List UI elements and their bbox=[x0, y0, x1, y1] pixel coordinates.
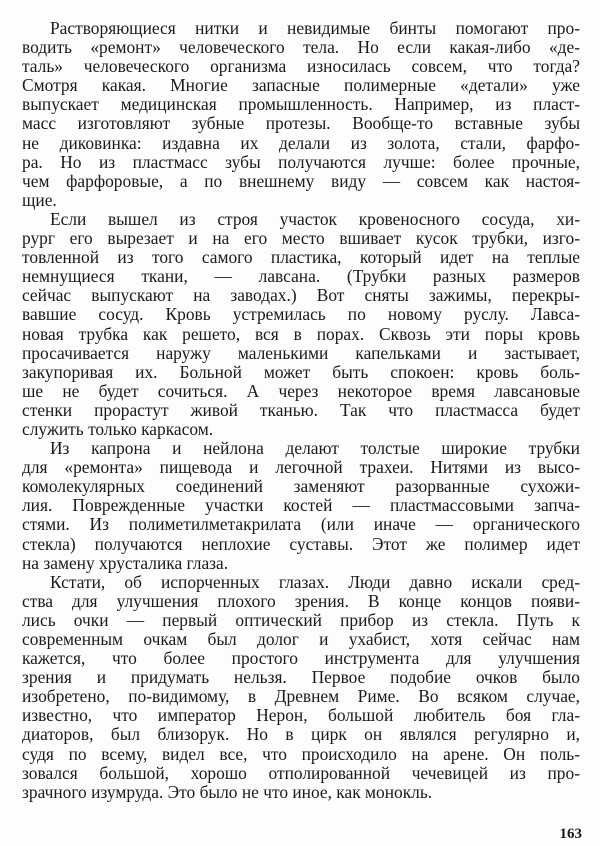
text-line: щие. bbox=[22, 189, 57, 210]
text-line: ра. Но из пластмасс зубы получаются лучше: более прочные, bbox=[22, 151, 580, 172]
text-line: масс изготовляют зубные протезы. Вообще-то вставные зубы bbox=[22, 113, 580, 134]
text-line: Растворяющиеся нитки и невидимые бинты помогают про- bbox=[50, 18, 580, 38]
text-line: кажется, что более простого инструмента для улучшения bbox=[22, 648, 580, 669]
text-line: ства для улучшения плохого зрения. В конце концов появи- bbox=[22, 590, 580, 611]
text-line: таль» человеческого организма износилась совсем, что тогда? bbox=[22, 56, 580, 77]
text-line: ше не будет сочиться. А через некоторое время лавсановые bbox=[22, 380, 580, 401]
body-text bbox=[22, 19, 580, 802]
text-line: зовался большой, хорошо отполированной чечевицей из про- bbox=[22, 762, 580, 783]
text-line: служить только каркасом. bbox=[22, 418, 214, 439]
text-line: Если вышел из строя участок кровеносного сосуда, хи- bbox=[50, 208, 580, 229]
paragraph bbox=[22, 439, 580, 573]
text-line: лись очки — первый оптический прибор из стекла. Путь к bbox=[22, 609, 580, 630]
text-line: зрения и придумать нельзя. Первое подобие очков было bbox=[22, 667, 580, 688]
text-line: диаторов, был близорук. Но в цирк он являлся регулярно и, bbox=[22, 724, 580, 745]
text-line: стенки прорастут живой тканью. Так что пластмасса будет bbox=[22, 399, 580, 420]
paragraph bbox=[22, 573, 580, 802]
text-line: Из капрона и нейлона делают толстые широкие трубки bbox=[50, 438, 580, 459]
text-line: изобретено, по-видимому, в Древнем Риме. Во всяком случае, bbox=[22, 686, 580, 707]
text-line: водить «ремонт» человеческого тела. Но если какая-либо «де- bbox=[22, 37, 580, 58]
text-line: Кстати, об испорченных глазах. Люди давно искали сред- bbox=[50, 571, 580, 592]
text-line: современным очкам был долог и ухабист, хотя сейчас нам bbox=[22, 629, 580, 649]
text-line: товленной из того самого пластика, который идет на теплые bbox=[22, 247, 580, 268]
text-line: стекла) получаются неплохие суставы. Этот же полимер идет bbox=[22, 533, 580, 554]
text-line: просачивается наружу маленькими капельками и застывает, bbox=[22, 342, 580, 363]
text-line: лия. Поврежденные участки костей — пластмассовыми запча- bbox=[22, 495, 580, 516]
text-line: комолекулярных соединений заменяют разорванные сухожи- bbox=[22, 476, 580, 497]
text-line: на замену хрусталика глаза. bbox=[22, 552, 229, 573]
text-line: вавшие сосуд. Кровь устремилась по новому руслу. Лавса- bbox=[22, 304, 580, 325]
text-line: выпускает медицинская промышленность. Например, из пласт- bbox=[22, 94, 580, 115]
text-line: рург его вырезает и на его место вшивает кусок трубки, изго- bbox=[22, 228, 580, 249]
text-line: зрачного изумруда. Это было не что иное, как монокль. bbox=[22, 781, 433, 802]
text-line: закупоривая их. Больной может быть спокоен: кровь боль- bbox=[22, 361, 580, 382]
text-line: Смотря какая. Многие запасные полимерные «детали» уже bbox=[22, 75, 580, 96]
page-number: 163 bbox=[559, 826, 582, 842]
text-line: сейчас выпускают на заводах.) Вот сняты зажимы, перекры- bbox=[22, 285, 580, 306]
text-line: новая трубка как решето, вся в порах. Сквозь эти поры кровь bbox=[22, 323, 580, 344]
text-line: немнущиеся ткани, — лавсана. (Трубки разных размеров bbox=[22, 266, 580, 287]
paragraph bbox=[22, 210, 580, 439]
text-line: стями. Из полиметилметакрилата (или иначе — органического bbox=[22, 514, 580, 535]
text-line: чем фарфоровые, а по внешнему виду — совсем как настоя- bbox=[22, 170, 580, 191]
text-line: судя по всему, видел все, что происходило на арене. Он поль- bbox=[22, 743, 580, 764]
text-line: для «ремонта» пищевода и легочной трахеи. Нитями из высо- bbox=[22, 457, 580, 478]
paragraph bbox=[22, 19, 580, 210]
text-line: не диковинка: издавна их делали из золота, стали, фарфо- bbox=[22, 132, 580, 153]
text-line: известно, что император Нерон, большой любитель боя гла- bbox=[22, 705, 580, 726]
